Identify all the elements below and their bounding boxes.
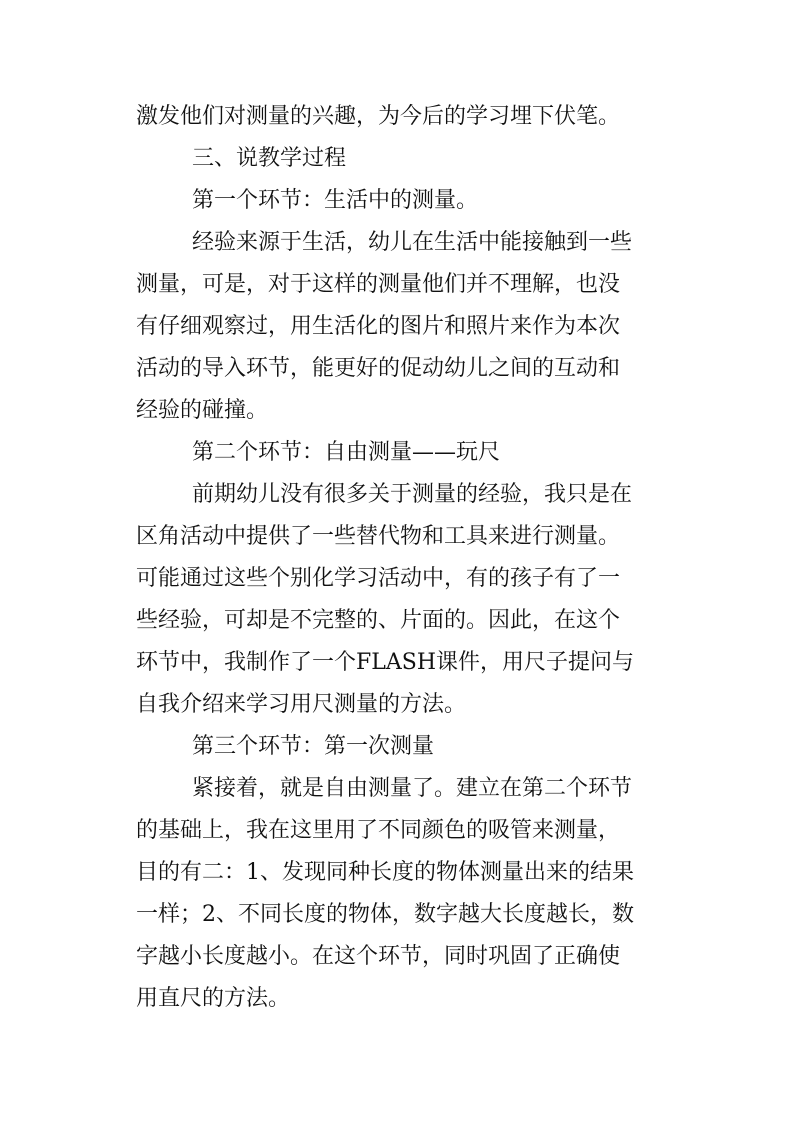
text-line: 字越小长度越小。在这个环节，同时巩固了正确使 — [136, 944, 621, 969]
text-line: 一样；2、不同长度的物体，数字越大长度越长，数 — [136, 902, 634, 927]
text-line: 有仔细观察过，用生活化的图片和照片来作为本次 — [136, 314, 621, 339]
subsection-heading: 第三个环节：第一次测量 — [192, 734, 435, 759]
text-line: 激发他们对测量的兴趣，为今后的学习埋下伏笔。 — [136, 104, 621, 129]
text-line: 经验的碰撞。 — [136, 398, 269, 423]
text-line: 用直尺的方法。 — [136, 986, 291, 1011]
text-line: 自我介绍来学习用尺测量的方法。 — [136, 692, 467, 717]
text-line: 活动的导入环节，能更好的促动幼儿之间的互动和 — [136, 356, 621, 381]
text-line: 紧接着，就是自由测量了。建立在第二个环节 — [192, 776, 633, 801]
subsection-heading: 第一个环节：生活中的测量。 — [192, 188, 479, 213]
text-line: 区角活动中提供了一些替代物和工具来进行测量。 — [136, 524, 621, 549]
text-line: 的基础上，我在这里用了不同颜色的吸管来测量， — [136, 818, 621, 843]
text-line: 经验来源于生活，幼儿在生活中能接触到一些 — [192, 230, 633, 255]
text-line: 环节中，我制作了一个FLASH课件，用尺子提问与 — [136, 650, 635, 675]
section-heading: 三、说教学过程 — [192, 146, 347, 171]
text-line: 前期幼儿没有很多关于测量的经验，我只是在 — [192, 482, 633, 507]
text-line: 目的有二：1、发现同种长度的物体测量出来的结果 — [136, 860, 634, 885]
text-line: 可能通过这些个别化学习活动中，有的孩子有了一 — [136, 566, 621, 591]
subsection-heading: 第二个环节：自由测量——玩尺 — [192, 440, 501, 465]
text-line: 些经验，可却是不完整的、片面的。因此，在这个 — [136, 608, 621, 633]
text-line: 测量，可是，对于这样的测量他们并不理解，也没 — [136, 272, 621, 297]
